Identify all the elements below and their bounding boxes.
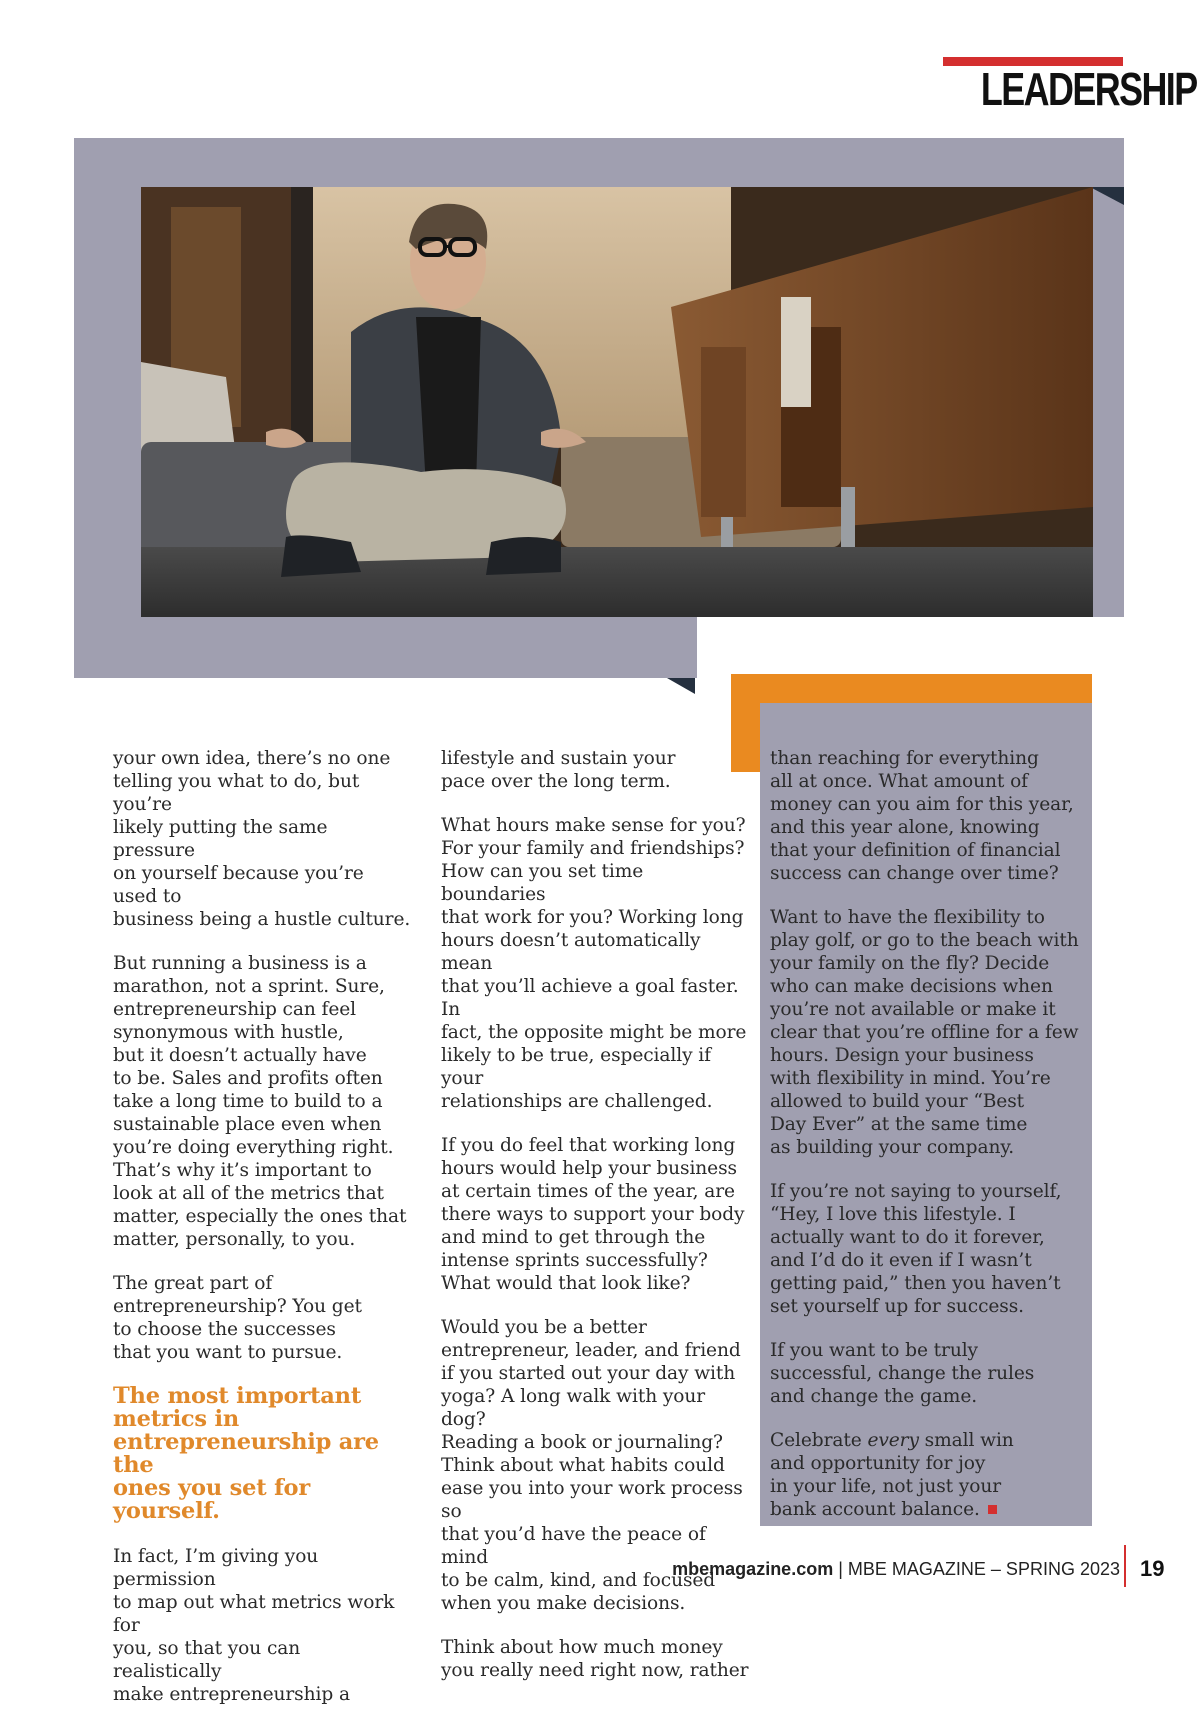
paragraph: If you want to be truly successful, change the rules and change the game. bbox=[770, 1340, 1035, 1407]
paragraph: If you do feel that working long hours would help your business at certain times of the year, are there ways to support your body and mind to get through the intense sprints successfully? What would that look like? bbox=[441, 1135, 745, 1294]
section-title: LEADERSHIP bbox=[980, 63, 1197, 115]
paragraph: In fact, I’m giving you permission to map out what metrics work for you, so that you can realistically make entrepreneurship a bbox=[113, 1546, 395, 1705]
paragraph: your own idea, there’s no one telling you what to do, but you’re likely putting the same pressure on yourself because you’re used to business being a hustle culture. bbox=[113, 748, 411, 930]
pull-quote: The most important metrics in entrepreneurship are the ones you set for yourself. bbox=[113, 1383, 379, 1524]
paragraph: If you’re not saying to yourself, “Hey, I love this lifestyle. I actually want to do it forever, and I’d do it even if I wasn’t getting paid,” then you haven’t set yourself up for success. bbox=[770, 1181, 1062, 1317]
end-of-article-mark bbox=[988, 1505, 997, 1514]
paragraph: The great part of entrepreneurship? You get to choose the successes that you want to pursue. bbox=[113, 1273, 362, 1363]
meditation-photo bbox=[141, 187, 1093, 617]
page-footer bbox=[600, 1559, 1120, 1589]
emphasis-every: every bbox=[867, 1430, 919, 1451]
frame-fold-bottom-left bbox=[667, 678, 695, 694]
footer-rule bbox=[1124, 1545, 1126, 1587]
frame-fold-top-right bbox=[1090, 187, 1124, 205]
paragraph: But running a business is a marathon, not a sprint. Sure, entrepreneurship can feel synonymous with hustle, but it doesn’t actually have to be. Sales and profits often take a long time to build to a sustainable place even when you’re doing everything right. That’s why it’s important to look at all of the metrics that matter, especially the ones that matter, personally, to you. bbox=[113, 953, 407, 1250]
paragraph: Want to have the flexibility to play golf, or go to the beach with your family on the fly? Decide who can make decisions when you’re not available or make it clear that you’re offline for a few hours. Design your business with flexibility in mind. You’re allowed to build your “Best Day Ever” at the same time as building your company. bbox=[770, 907, 1079, 1158]
closing-text-start: Celebrate bbox=[770, 1430, 868, 1451]
paragraph: Would you be a better entrepreneur, leader, and friend if you started out your day with yoga? A long walk with your dog? Reading a book or journaling? Think about what habits could ease you into your work process so that you’d have the peace of mind to be calm, kind, and focused when you make decisions. bbox=[441, 1317, 743, 1614]
paragraph: Think about how much money you really need right now, rather bbox=[441, 1637, 749, 1681]
article-column-3 bbox=[770, 747, 1080, 1542]
article-column-1 bbox=[113, 747, 413, 1727]
footer-issue: MBE MAGAZINE – SPRING 2023 bbox=[847, 1559, 1120, 1579]
frame-notch bbox=[697, 617, 1127, 681]
footer-separator: | bbox=[833, 1559, 848, 1579]
paragraph: than reaching for everything all at once. What amount of money can you aim for this year, and this year alone, knowing that your definition of financial success can change over time? bbox=[770, 748, 1074, 884]
paragraph: What hours make sense for you? For your family and friendships? How can you set time boundaries that work for you? Working long hours doesn’t automatically mean that you’ll achieve a goal faster. In fact, the opposite might be more likely to be true, especially if your relationships are challenged. bbox=[441, 815, 747, 1112]
closing-text-end: small win and opportunity for joy in your life, not just your bank account balance. bbox=[770, 1430, 1014, 1520]
closing-paragraph bbox=[770, 1429, 1080, 1521]
paragraph: lifestyle and sustain your pace over the long term. bbox=[441, 748, 676, 792]
footer-website: mbemagazine.com bbox=[672, 1559, 834, 1579]
page-number: 19 bbox=[1140, 1556, 1165, 1581]
